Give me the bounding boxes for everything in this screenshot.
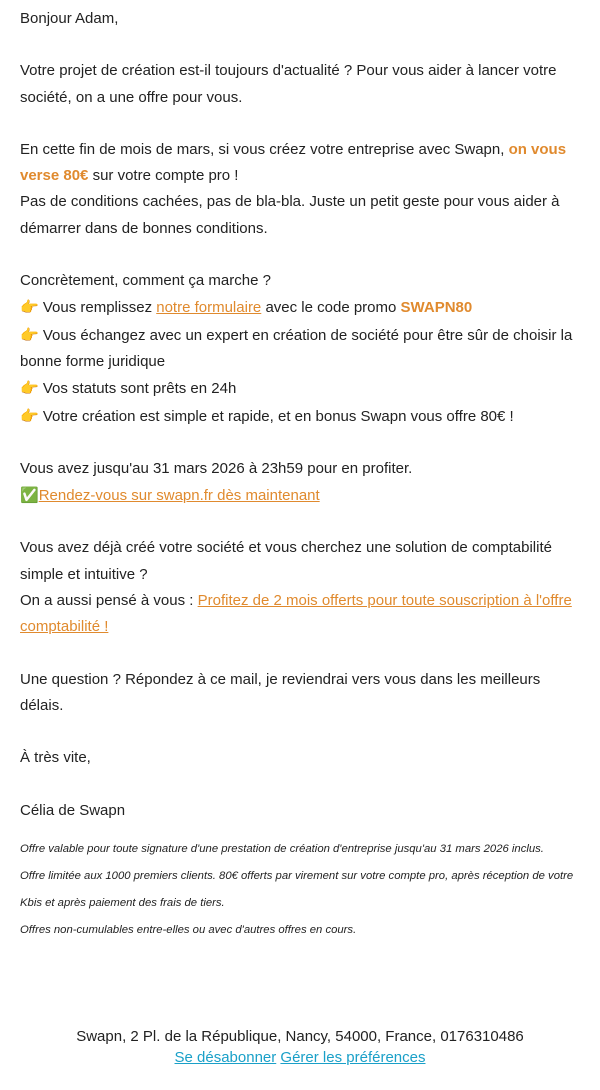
step-2 [20, 322, 584, 376]
offer-highlight: on vous verse 80€ [20, 140, 567, 185]
signature: Célia de Swapn [20, 801, 126, 819]
compta-offer-link[interactable]: Profitez de 2 mois offerts pour toute souscription à l'offre comptabilité ! [20, 592, 572, 636]
offer-text: En cette fin de mois de mars, si vous créez votre entreprise avec Swapn, [20, 140, 509, 158]
footer-links [0, 1048, 600, 1069]
question-paragraph: Une question ? Répondez à ce mail, je reviendrai vers vous dans les meilleurs délais. [20, 670, 541, 714]
deadline-text: Vous avez jusqu'au 31 mars 2026 à 23h59 pour en profiter. [20, 459, 413, 477]
promo-code: SWAPN80 [400, 299, 473, 317]
email-footer [0, 1027, 600, 1068]
step-3-text: Vos statuts sont prêts en 24h [38, 380, 237, 398]
form-link[interactable]: notre formulaire [156, 299, 262, 317]
offer-conditions: Pas de conditions cachées, pas de bla-bla. Juste un petit geste pour vous aider à démarrer dans de bonnes conditions. [20, 193, 560, 237]
cta-line [20, 482, 584, 509]
compta-question: Vous avez déjà créé votre société et vous cherchez une solution de comptabilité simple et intuitive ? [20, 539, 552, 583]
email-body [20, 6, 584, 824]
offer-text-end: sur votre compte pro ! [88, 167, 239, 185]
greeting: Bonjour Adam, [20, 10, 119, 27]
pointing-hand-icon: 👉 [20, 298, 39, 317]
offer-paragraph [20, 137, 584, 190]
step-1-text: Vous remplissez [38, 299, 157, 317]
preferences-link[interactable]: Gérer les préférences [280, 1048, 426, 1066]
footer-address: Swapn, 2 Pl. de la République, Nancy, 54000, France, 0176310486 [76, 1028, 524, 1045]
pointing-hand-icon: 👉 [20, 406, 39, 425]
legal-notice [20, 836, 584, 944]
cta-link[interactable]: Rendez-vous sur swapn.fr dès maintenant [38, 487, 320, 505]
legal-line-2: Offre limitée aux 1000 premiers clients. 80€ offerts par virement sur votre compte pro, après réception de votre Kbis et après paiement des frais de tiers. [20, 870, 574, 909]
check-mark-icon: ✅ [20, 486, 39, 505]
step-4 [20, 403, 584, 430]
how-title: Concrètement, comment ça marche ? [20, 272, 271, 290]
step-3 [20, 375, 584, 402]
intro-paragraph: Votre projet de création est-il toujours d'actualité ? Pour vous aider à lancer votre société, on a une offre pour vous. [20, 62, 557, 106]
step-2-text: Vous échangez avec un expert en création de société pour être sûr de choisir la bonne forme juridique [20, 326, 573, 370]
compta-offer [20, 588, 584, 641]
pointing-hand-icon: 👉 [20, 379, 39, 398]
legal-line-1: Offre valable pour toute signature d'une prestation de création d'entreprise jusqu'au 31 mars 2026 inclus. [20, 843, 544, 855]
compta-offer-text: On a aussi pensé à vous : [20, 592, 198, 610]
unsubscribe-link[interactable]: Se désabonner [174, 1048, 277, 1066]
step-1-text-middle: avec le code promo [261, 299, 401, 317]
step-4-text: Votre création est simple et rapide, et en bonus Swapn vous offre 80€ ! [38, 407, 514, 425]
legal-line-3: Offres non-cumulables entre-elles ou avec d'autres offres en cours. [20, 924, 357, 936]
closing: À très vite, [20, 749, 91, 767]
pointing-hand-icon: 👉 [20, 325, 39, 344]
step-1 [20, 294, 584, 321]
